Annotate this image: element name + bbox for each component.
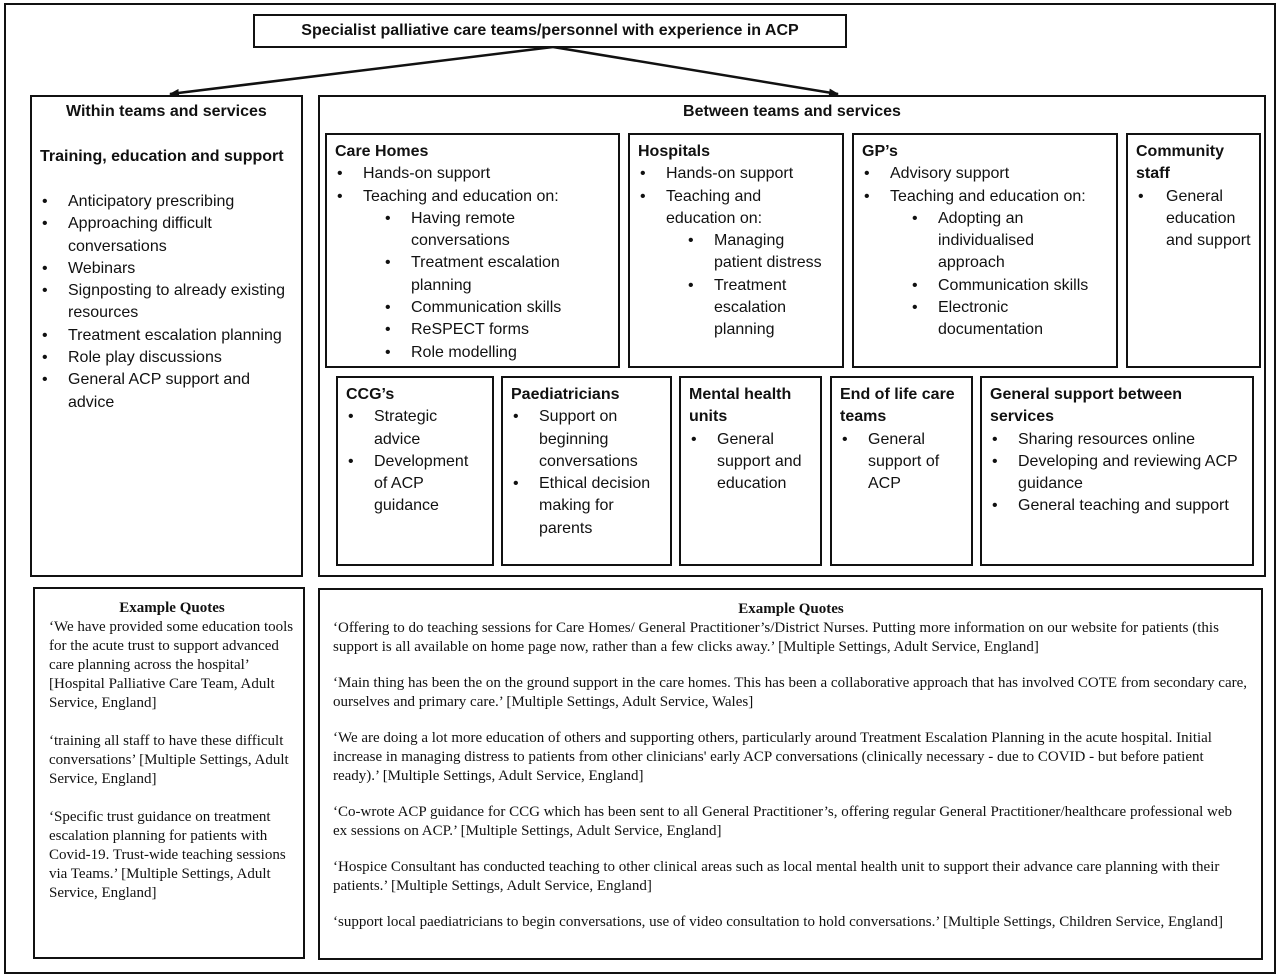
list-item: • Sharing resources online xyxy=(990,429,1244,451)
quote-text: ‘support local paediatricians to begin conversations, use of video consultation to hold conversations.’ [Multiple Settings, Children Service, England] xyxy=(333,914,1223,930)
list-item: • Treatment escalation planning xyxy=(335,252,610,297)
list-item: • General support of ACP xyxy=(840,429,963,496)
mental-health-box xyxy=(679,376,822,566)
paediatricians-box xyxy=(501,376,672,566)
quote-text: ‘Hospice Consultant has conducted teaching to other clinical areas such as local mental health unit to support their advance care planning with their patients.’ [Multiple Settings, Adult Service, England] xyxy=(333,859,1220,894)
general-support-list xyxy=(990,429,1244,518)
list-item: • Managing patient distress xyxy=(638,230,834,275)
care-homes-title: Care Homes xyxy=(335,143,429,160)
mental-health-list xyxy=(689,429,812,496)
list-item: • Teaching and education on: xyxy=(862,186,1108,208)
between-header: Between teams and services xyxy=(683,103,901,120)
gps-title: GP’s xyxy=(862,143,898,160)
community-staff-list xyxy=(1136,186,1251,253)
list-item: • Support on beginning conversations xyxy=(511,406,662,473)
list-item: • Signposting to already existing resources xyxy=(40,280,295,325)
list-item: • Treatment escalation planning xyxy=(638,275,834,342)
list-item: • Anticipatory prescribing xyxy=(40,191,295,213)
list-item: • Role play discussions xyxy=(40,347,295,369)
list-item: • Developing and reviewing ACP guidance xyxy=(990,451,1244,496)
care-homes-box xyxy=(325,133,620,368)
list-item: • General ACP support and advice xyxy=(40,369,295,414)
within-header: Within teams and services xyxy=(66,103,267,120)
hospitals-title: Hospitals xyxy=(638,143,711,160)
list-item: • Advisory support xyxy=(862,163,1108,185)
ccgs-title: CCG’s xyxy=(346,386,395,403)
within-subheader: Training, education and support xyxy=(40,148,284,165)
mental-health-title: Mental health units xyxy=(689,386,792,426)
within-teams-box xyxy=(30,95,303,577)
end-of-life-list xyxy=(840,429,963,496)
end-of-life-box xyxy=(830,376,973,566)
general-support-box xyxy=(980,376,1254,566)
list-item: • Treatment escalation planning xyxy=(40,325,295,347)
list-item: • Strategic advice xyxy=(346,406,484,451)
hospitals-sublist xyxy=(638,230,834,341)
quotes-right-title: Example Quotes xyxy=(738,601,844,617)
arrow-to-between xyxy=(553,47,838,94)
quote-text: ‘training all staff to have these difficult conversations’ [Multiple Settings, Adult Service, England] xyxy=(49,733,289,787)
community-staff-title: Community staff xyxy=(1136,143,1224,183)
gps-sublist xyxy=(862,208,1108,342)
quote-text: ‘We have provided some education tools for the acute trust to support advanced care planning across the hospital’ [Hospital Palliative Care Team, Adult Service, England] xyxy=(49,619,294,711)
top-title: Specialist palliative care teams/personnel with experience in ACP xyxy=(253,14,847,48)
general-support-title: General support between services xyxy=(990,386,1183,426)
list-item: • Electronic documentation xyxy=(862,297,1108,342)
quotes-left-title: Example Quotes xyxy=(119,600,225,616)
quote-text: ‘Offering to do teaching sessions for Care Homes/ General Practitioner’s/District Nurses. Putting more information on our website for patients (this support is all available on home page now, rather than a few clicks away.’ [Multiple Settings, Adult Service, England] xyxy=(333,620,1219,655)
quote-text: ‘Co-wrote ACP guidance for CCG which has been sent to all General Practitioner’s, offering regular General Practitioner/healthcare professional web ex sessions on ACP.’ [Multiple Settings, Adult Service, England] xyxy=(333,804,1233,839)
end-of-life-title: End of life care teams xyxy=(840,386,955,426)
list-item: • ReSPECT forms xyxy=(335,319,610,341)
list-item: • Communication skills xyxy=(335,297,610,319)
ccgs-list xyxy=(346,406,484,517)
list-item: • Approaching difficult conversations xyxy=(40,213,295,258)
list-item: • Adopting an individualised approach xyxy=(862,208,1108,275)
list-item xyxy=(335,186,610,208)
paediatricians-title: Paediatricians xyxy=(511,386,620,403)
list-item: • Teaching and education on: xyxy=(638,186,834,231)
list-item: • Development of ACP guidance xyxy=(346,451,484,518)
list-item: • General support and education xyxy=(689,429,812,496)
care-homes-sublist xyxy=(335,208,610,364)
quote-text: ‘Main thing has been the on the ground support in the care homes. This has been a collaborative approach that has involved COTE from secondary care, ourselves and primary care.’ [Multiple Settings, Adult Service, Wales] xyxy=(333,675,1248,710)
list-item: • Having remote conversations xyxy=(335,208,610,253)
list-item-text: Teaching and education on: xyxy=(363,187,559,205)
list-item: • Ethical decision making for parents xyxy=(511,473,662,540)
list-item: • General education and support xyxy=(1136,186,1251,253)
ccgs-box xyxy=(336,376,494,566)
list-item: • General teaching and support xyxy=(990,495,1244,517)
quote-text: ‘Specific trust guidance on treatment escalation planning for patients with Covid-19. Trust-wide teaching sessions via Teams.’ [Multiple Settings, Adult Service, England] xyxy=(49,809,286,901)
gps-list xyxy=(862,163,1108,208)
quote-text: ‘We are doing a lot more education of others and supporting others, particularly around Treatment Escalation Planning in the acute hospital. Initial increase in managing distress to patients from other clinicians' early ACP conversations (clinically necessary - due to COVID - but before patient ready).’ [Multiple Settings, Adult Service, England] xyxy=(333,730,1212,784)
list-item: • Role modelling xyxy=(335,342,610,364)
community-staff-box xyxy=(1126,133,1261,368)
example-quotes-right xyxy=(318,588,1263,960)
within-list xyxy=(40,191,295,414)
care-homes-list xyxy=(335,163,610,208)
list-item: • Webinars xyxy=(40,258,295,280)
hospitals-list xyxy=(638,163,834,230)
list-item: • Hands-on support xyxy=(335,163,610,185)
list-item: • Hands-on support xyxy=(638,163,834,185)
hospitals-box xyxy=(628,133,844,368)
list-item: • Communication skills xyxy=(862,275,1108,297)
arrow-to-within xyxy=(170,47,553,94)
gps-box xyxy=(852,133,1118,368)
example-quotes-left xyxy=(33,587,305,959)
paediatricians-list xyxy=(511,406,662,540)
